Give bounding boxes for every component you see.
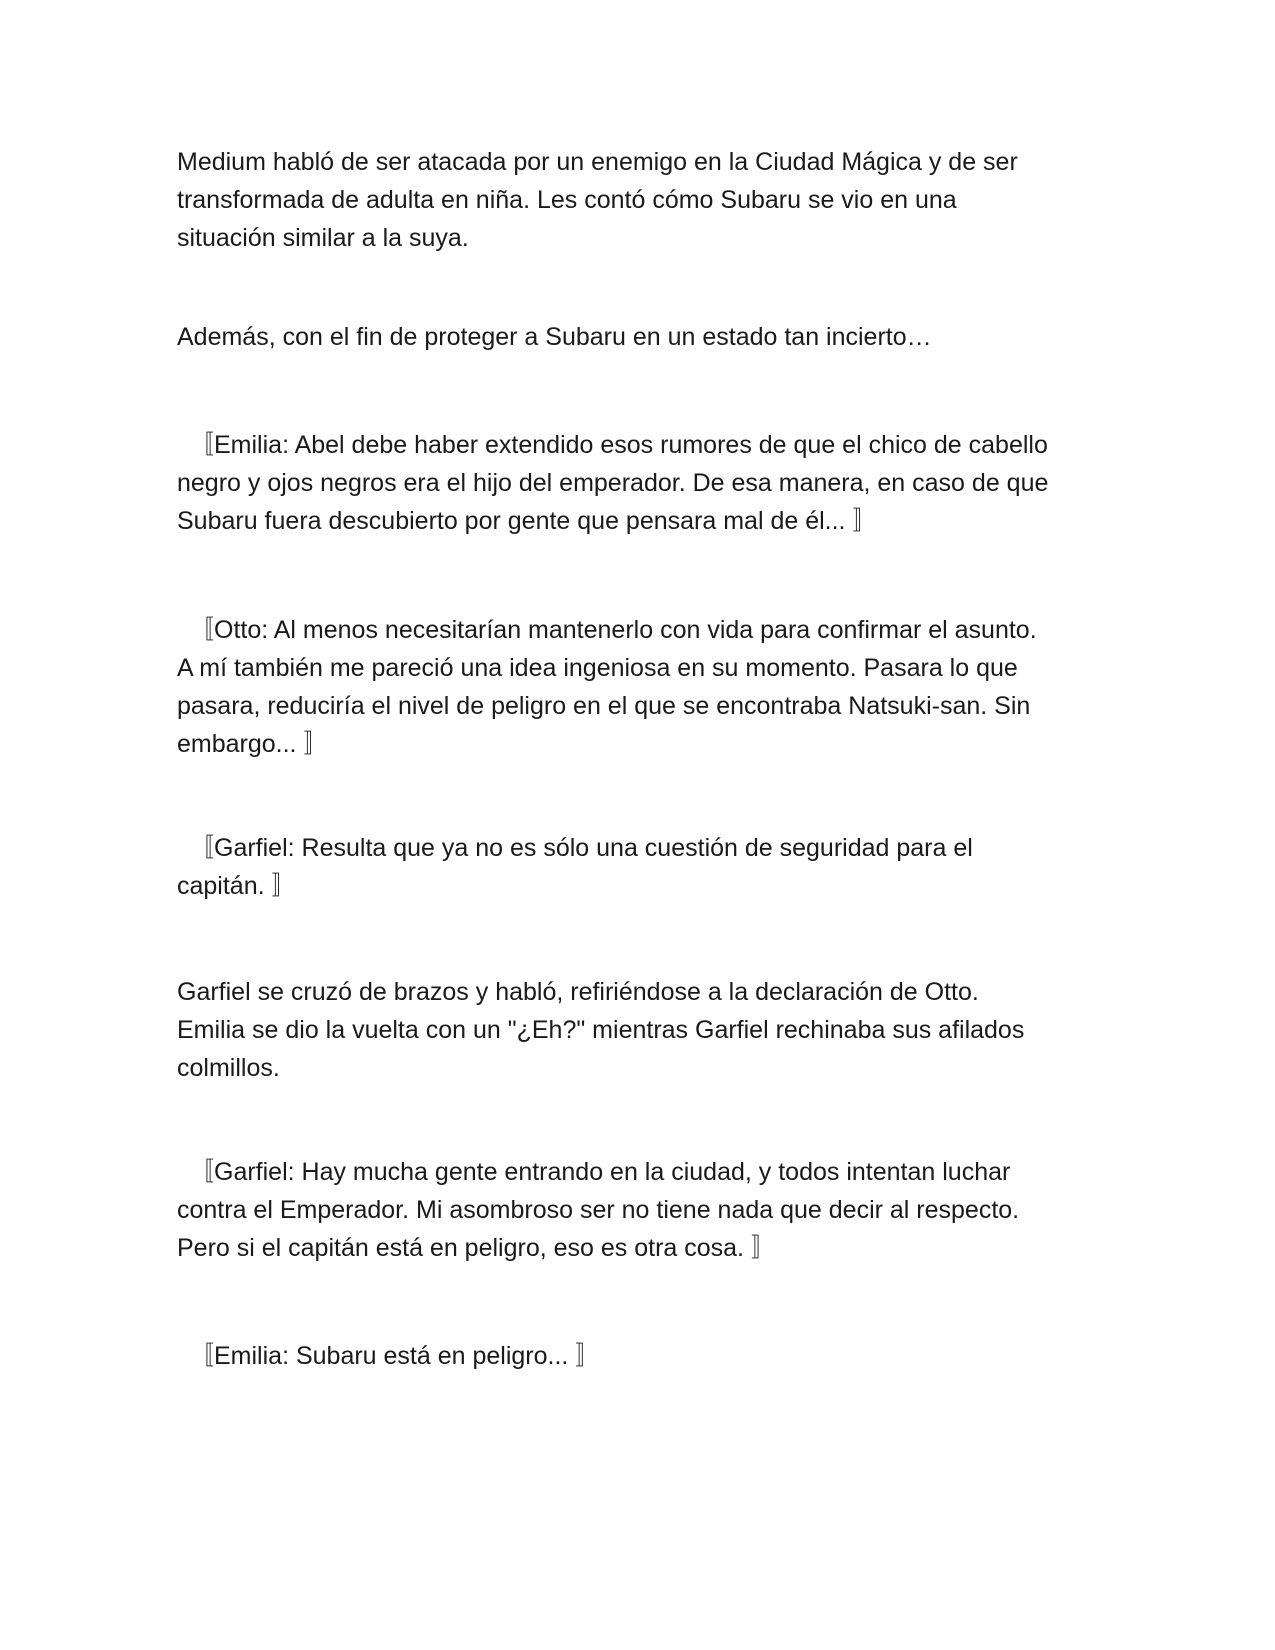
text-line: embargo... 〛 [177, 730, 329, 758]
text-line: Medium habló de ser atacada por un enemigo en la Ciudad Mágica y de ser [177, 148, 1018, 176]
text-line: transformada de adulta en niña. Les contó cómo Subaru se vio en una [177, 186, 957, 214]
text-line: 〚Otto: Al menos necesitarían mantenerlo con vida para confirmar el asunto. [189, 616, 1037, 644]
text-line: Garfiel se cruzó de brazos y habló, refiriéndose a la declaración de Otto. [177, 978, 979, 1006]
text-line: Subaru fuera descubierto por gente que pensara mal de él... 〛 [177, 507, 878, 535]
text-line: 〚Garfiel: Resulta que ya no es sólo una cuestión de seguridad para el [189, 834, 973, 862]
text-line: Emilia se dio la vuelta con un "¿Eh?" mientras Garfiel rechinaba sus afilados [177, 1016, 1025, 1044]
text-line: Además, con el fin de proteger a Subaru en un estado tan incierto… [177, 323, 932, 351]
text-line: A mí también me pareció una idea ingeniosa en su momento. Pasara lo que [177, 654, 1018, 682]
paragraph-garfiel-dialogue-2 [177, 1153, 1107, 1267]
text-line: 〚Emilia: Abel debe haber extendido esos rumores de que el chico de cabello [189, 431, 1048, 459]
text-line: capitán. 〛 [177, 872, 297, 900]
text-line: contra el Emperador. Mi asombroso ser no tiene nada que decir al respecto. [177, 1196, 1020, 1224]
paragraph-otto-dialogue [177, 611, 1107, 763]
paragraph-emilia-dialogue-2 [177, 1337, 1107, 1375]
text-line: colmillos. [177, 1054, 280, 1082]
text-line: Pero si el capitán está en peligro, eso es otra cosa. 〛 [177, 1234, 776, 1262]
paragraph-emilia-dialogue [177, 426, 1107, 540]
paragraph-ademas-narration [177, 318, 1107, 356]
text-line: 〚Emilia: Subaru está en peligro... 〛 [189, 1342, 601, 1370]
paragraph-garfiel-dialogue-1 [177, 829, 1107, 905]
text-line: situación similar a la suya. [177, 224, 469, 252]
text-line: pasara, reduciría el nivel de peligro en el que se encontraba Natsuki-san. Sin [177, 692, 1031, 720]
paragraph-medium-narration [177, 143, 1107, 257]
text-line: 〚Garfiel: Hay mucha gente entrando en la ciudad, y todos intentan luchar [189, 1158, 1011, 1186]
text-line: negro y ojos negros era el hijo del emperador. De esa manera, en caso de que [177, 469, 1049, 497]
paragraph-garfiel-narration [177, 973, 1107, 1087]
